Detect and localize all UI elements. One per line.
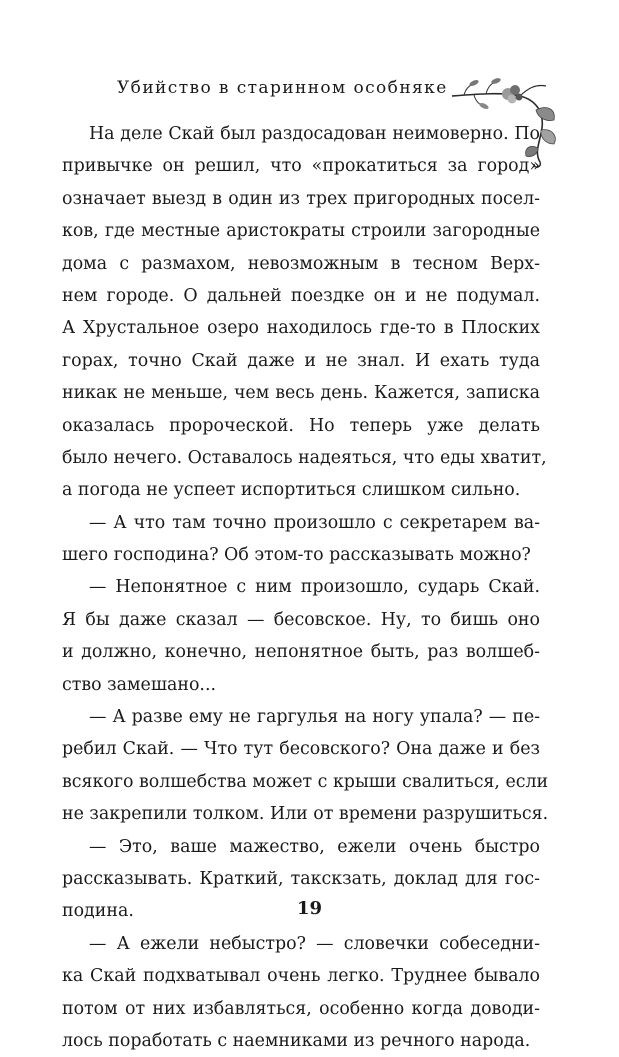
text-line: всякого волшебства может с крыши свалиться, если	[62, 771, 549, 792]
text-line: подина.	[62, 901, 134, 922]
text-line: Я бы даже сказал — бесовское. Ну, то бишь оно	[62, 609, 540, 630]
text-line: ков, где местные аристократы строили загородные	[62, 221, 540, 242]
text-line: На деле Скай был раздосадован неимоверно. По	[89, 124, 540, 144]
text-line: никак не меньше, чем весь день. Кажется, записка	[62, 383, 540, 404]
text-line: было нечего. Оставалось надеяться, что еды хватит,	[62, 447, 547, 468]
text-line: А Хрустальное озеро находилось где-то в Плоских	[62, 318, 540, 339]
text-line: нем городе. О дальней поездке он и не подумал.	[62, 285, 540, 306]
text-line: — Это, ваше мажество, ежели очень быстро	[89, 836, 540, 857]
text-line: шего господина? Об этом-то рассказывать можно?	[62, 545, 531, 566]
text-line: не закрепили толком. Или от времени разрушиться.	[62, 804, 549, 825]
text-line: и должно, конечно, непонятное быть, раз волшеб-	[62, 642, 540, 663]
text-line: — Непонятное с ним произошло, сударь Скай.	[89, 577, 540, 598]
text-line: — А что там точно произошло с секретарем ва-	[89, 512, 540, 533]
text-line: ка Скай подхватывал очень легко. Труднее бывало	[62, 966, 540, 987]
text-line: означает выезд в один из трех пригородных посел-	[62, 188, 540, 209]
text-line: горах, точно Скай даже и не знал. И ехать туда	[62, 350, 540, 371]
running-header: Убийство в старинном особняке	[117, 78, 448, 98]
text-line: ребил Скай. — Что тут бесовского? Она даже и без	[62, 739, 540, 760]
text-line: лось поработать с наемниками из речного народа.	[62, 1030, 531, 1051]
text-line: рассказывать. Краткий, такскзать, доклад для гос-	[62, 868, 540, 889]
text-line: а погода не успеет испортиться слишком сильно.	[62, 480, 521, 501]
text-line: дома с размахом, невозможным в тесном Верх-	[62, 253, 540, 274]
page-number: 19	[296, 898, 323, 919]
text-line: оказалась пророческой. Но теперь уже делать	[62, 415, 540, 436]
text-line: потом от них избавляться, особенно когда доводи-	[62, 998, 540, 1019]
text-line: привычке он решил, что «прокатиться за город»	[62, 156, 540, 177]
text-line: — А ежели небыстро? — словечки собеседни-	[89, 933, 540, 954]
text-line: ство замешано...	[62, 674, 217, 695]
text-line: — А разве ему не гаргулья на ногу упала? — пе-	[89, 707, 540, 728]
